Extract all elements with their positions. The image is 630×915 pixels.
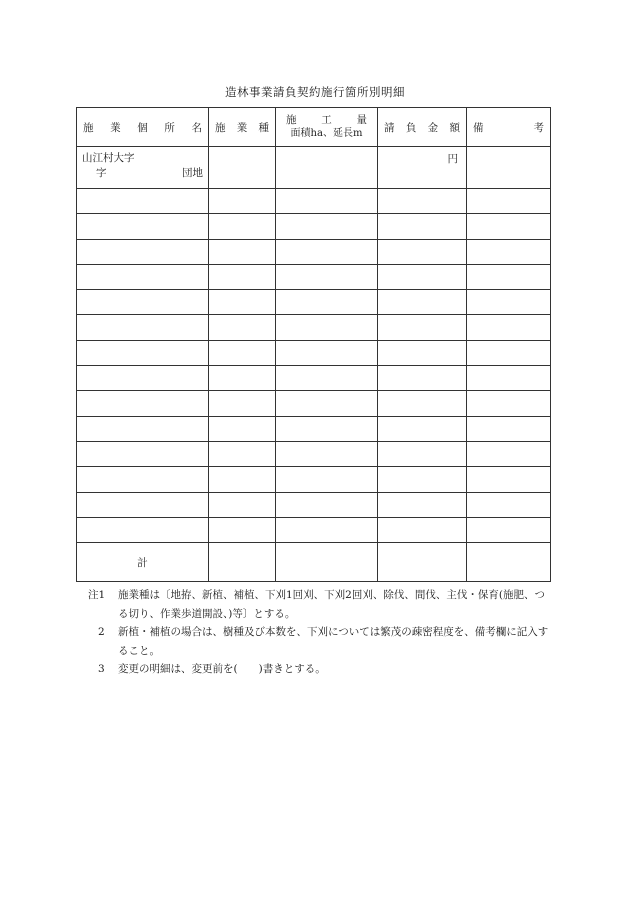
- volume-cell[interactable]: [276, 492, 378, 517]
- table-row: [77, 441, 551, 466]
- volume-cell[interactable]: [276, 214, 378, 239]
- location-cell[interactable]: [77, 467, 209, 492]
- work-type-cell[interactable]: [209, 366, 276, 391]
- table-row: [77, 214, 551, 239]
- amount-cell[interactable]: [378, 441, 467, 466]
- header-location: [77, 108, 209, 147]
- table-row: [77, 366, 551, 391]
- table-row: [77, 239, 551, 264]
- amount-cell[interactable]: [378, 214, 467, 239]
- header-location-char: 名: [191, 121, 202, 134]
- header-volume-char: 量: [356, 114, 367, 127]
- total-row: [77, 543, 551, 582]
- header-work-type: [209, 108, 276, 147]
- work-type-cell[interactable]: [209, 340, 276, 365]
- remarks-cell[interactable]: [467, 290, 551, 315]
- work-type-cell[interactable]: [209, 290, 276, 315]
- amount-cell[interactable]: [378, 366, 467, 391]
- table-row: [77, 340, 551, 365]
- location-cell[interactable]: [77, 315, 209, 340]
- location-cell[interactable]: [77, 239, 209, 264]
- table-row: [77, 315, 551, 340]
- table-row: [77, 391, 551, 416]
- location-cell[interactable]: [77, 264, 209, 289]
- volume-cell[interactable]: [276, 467, 378, 492]
- note-item: [88, 586, 553, 623]
- volume-cell[interactable]: [276, 441, 378, 466]
- amount-cell[interactable]: [378, 467, 467, 492]
- header-amount-char: 請: [384, 121, 395, 134]
- header-remarks-char: 考: [533, 121, 544, 134]
- amount-cell[interactable]: [378, 147, 467, 189]
- remarks-cell[interactable]: [467, 366, 551, 391]
- table-row: [77, 290, 551, 315]
- header-location-char: 業: [110, 121, 121, 134]
- note-number: 注1: [88, 589, 106, 601]
- table-row: [77, 189, 551, 214]
- amount-cell[interactable]: [378, 517, 467, 542]
- location-cell[interactable]: [77, 189, 209, 214]
- note-text: 新植・補植の場合は、樹種及び本数を、下刈については繁茂の疎密程度を、備考欄に記入すること。: [118, 626, 549, 657]
- remarks-cell[interactable]: [467, 441, 551, 466]
- remarks-cell[interactable]: [467, 214, 551, 239]
- location-cell[interactable]: [77, 517, 209, 542]
- location-cell[interactable]: [77, 391, 209, 416]
- remarks-cell[interactable]: [467, 340, 551, 365]
- header-remarks: [467, 108, 551, 147]
- location-cell[interactable]: [77, 290, 209, 315]
- location-danchi: 団地: [182, 167, 203, 180]
- work-type-cell[interactable]: [209, 315, 276, 340]
- volume-cell[interactable]: [276, 264, 378, 289]
- table-body: [77, 147, 551, 543]
- note-item: [88, 660, 553, 679]
- amount-cell[interactable]: [378, 290, 467, 315]
- header-amount-char: 金: [427, 121, 439, 134]
- amount-cell[interactable]: [378, 391, 467, 416]
- table-row: [77, 416, 551, 441]
- amount-cell[interactable]: [378, 315, 467, 340]
- volume-cell[interactable]: [276, 391, 378, 416]
- work-type-cell[interactable]: [209, 214, 276, 239]
- location-cell[interactable]: [77, 492, 209, 517]
- location-village: 山江村大字: [82, 152, 135, 164]
- remarks-cell[interactable]: [467, 315, 551, 340]
- amount-cell[interactable]: [378, 340, 467, 365]
- note-number: 2: [98, 626, 105, 638]
- total-volume-cell[interactable]: [276, 543, 378, 582]
- work-type-cell[interactable]: [209, 391, 276, 416]
- volume-cell[interactable]: [276, 416, 378, 441]
- header-remarks-char: 備: [473, 121, 484, 134]
- volume-cell[interactable]: [276, 189, 378, 214]
- table-row: [77, 147, 551, 189]
- table-row: [77, 492, 551, 517]
- amount-cell[interactable]: [378, 189, 467, 214]
- note-text: 施業種は〔地拵、新植、補植、下刈1回刈、下刈2回刈、除伐、間伐、主伐・保育(施肥、つる切り、作業歩道開設、)等〕とする。: [118, 589, 545, 620]
- volume-cell[interactable]: [276, 315, 378, 340]
- amount-unit: 円: [447, 153, 458, 165]
- table-row: [77, 517, 551, 542]
- note-text: 変更の明細は、変更前を( )書きとする。: [118, 663, 326, 675]
- document-title: 造林事業請負契約施行箇所別明細: [225, 85, 405, 99]
- total-label: 計: [77, 543, 209, 582]
- work-type-cell[interactable]: [209, 416, 276, 441]
- work-type-cell[interactable]: [209, 147, 276, 189]
- work-type-cell[interactable]: [209, 467, 276, 492]
- volume-cell[interactable]: [276, 340, 378, 365]
- header-work-type-char: 種: [258, 121, 269, 134]
- volume-cell[interactable]: [276, 147, 378, 189]
- total-remarks-cell[interactable]: [467, 543, 551, 582]
- remarks-cell[interactable]: [467, 189, 551, 214]
- work-type-cell[interactable]: [209, 517, 276, 542]
- remarks-cell[interactable]: [467, 391, 551, 416]
- header-volume-char: 施: [286, 114, 297, 127]
- header-amount-char: 額: [449, 121, 460, 134]
- remarks-cell[interactable]: [467, 416, 551, 441]
- work-type-cell[interactable]: [209, 492, 276, 517]
- volume-cell[interactable]: [276, 290, 378, 315]
- work-type-cell[interactable]: [209, 239, 276, 264]
- header-work-type-char: 施: [215, 121, 226, 134]
- work-type-cell[interactable]: [209, 189, 276, 214]
- header-location-char: 所: [164, 121, 175, 134]
- remarks-cell[interactable]: [467, 467, 551, 492]
- header-location-char: 個: [137, 121, 148, 134]
- header-row: [77, 108, 551, 147]
- location-cell[interactable]: [77, 147, 209, 189]
- volume-cell[interactable]: [276, 239, 378, 264]
- header-volume-char: 工: [321, 114, 332, 127]
- total-amount-cell[interactable]: [378, 543, 467, 582]
- header-amount-char: 負: [405, 121, 417, 134]
- location-cell[interactable]: [77, 214, 209, 239]
- work-type-cell[interactable]: [209, 264, 276, 289]
- amount-cell[interactable]: [378, 264, 467, 289]
- table-row: [77, 264, 551, 289]
- header-volume-units: 面積ha、延長m: [290, 128, 363, 140]
- note-item: [88, 623, 553, 660]
- remarks-cell[interactable]: [467, 147, 551, 189]
- volume-cell[interactable]: [276, 517, 378, 542]
- remarks-cell[interactable]: [467, 517, 551, 542]
- amount-cell[interactable]: [378, 492, 467, 517]
- volume-cell[interactable]: [276, 366, 378, 391]
- location-cell[interactable]: [77, 340, 209, 365]
- table-row: [77, 467, 551, 492]
- location-cell[interactable]: [77, 441, 209, 466]
- header-location-char: 施: [83, 121, 94, 134]
- remarks-cell[interactable]: [467, 264, 551, 289]
- remarks-cell[interactable]: [467, 492, 551, 517]
- amount-cell[interactable]: [378, 416, 467, 441]
- remarks-cell[interactable]: [467, 239, 551, 264]
- location-cell[interactable]: [77, 416, 209, 441]
- header-amount: [378, 108, 467, 147]
- location-aza: 字: [96, 167, 107, 180]
- amount-cell[interactable]: [378, 239, 467, 264]
- work-type-cell[interactable]: [209, 441, 276, 466]
- detail-table: [76, 107, 551, 582]
- total-work-type-cell[interactable]: [209, 543, 276, 582]
- header-volume: [276, 108, 378, 147]
- notes-section: [88, 586, 553, 679]
- location-cell[interactable]: [77, 366, 209, 391]
- header-work-type-char: 業: [236, 121, 248, 134]
- note-number: 3: [98, 663, 105, 675]
